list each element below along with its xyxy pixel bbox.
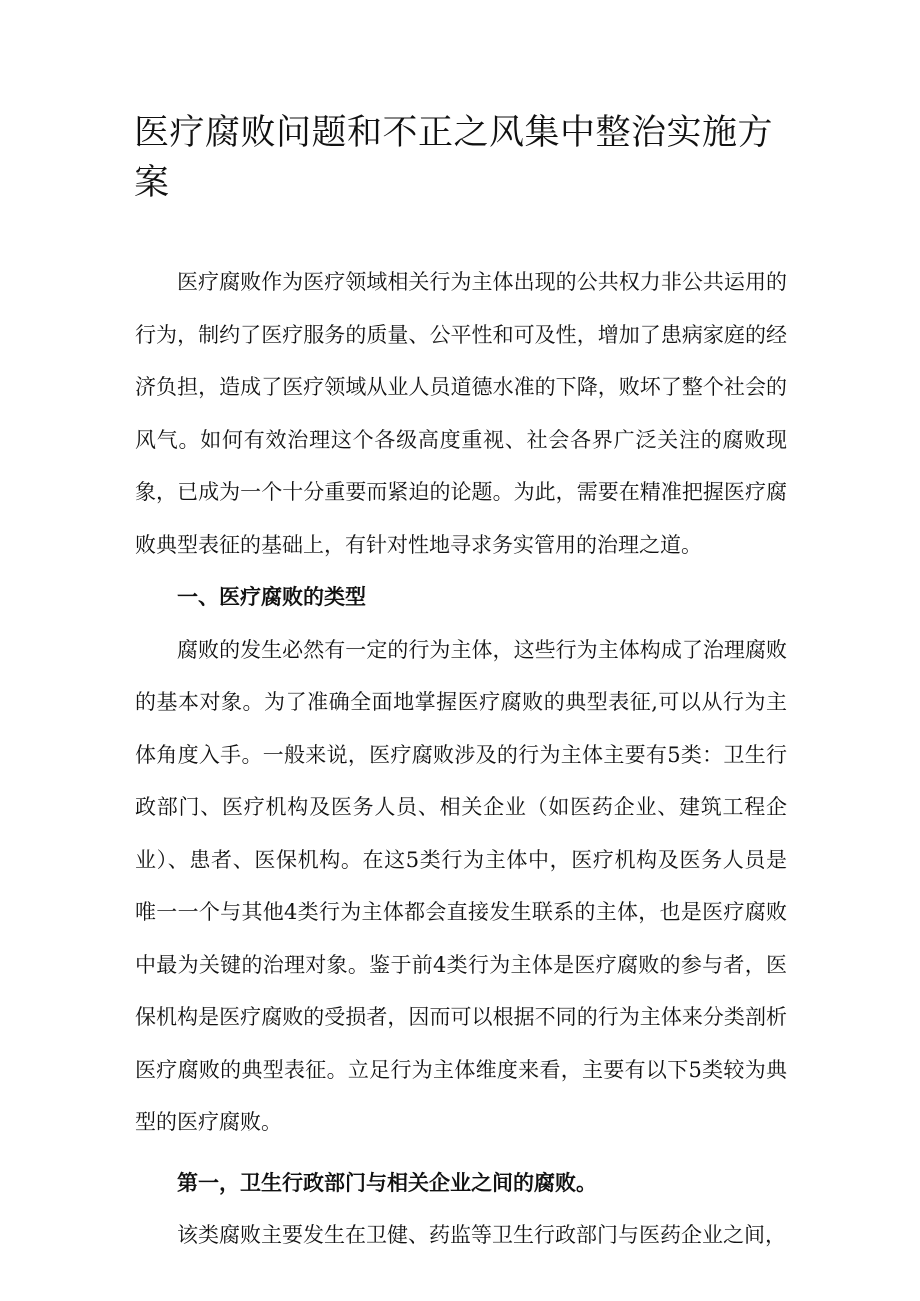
document-title: 医疗腐败问题和不正之风集中整治实施方案 (134, 113, 774, 203)
document-body (135, 256, 787, 1262)
section-heading-types: 一、医疗腐败的类型 (177, 584, 366, 609)
intro-paragraph: 医疗腐败作为医疗领域相关行为主体出现的公共权力非公共运用的行为，制约了医疗服务的质量、公平性和可及性，增加了患病家庭的经济负担，造成了医疗领域从业人员道德水准的下降，败坏了整个社会的风气。如何有效治理这个各级高度重视、社会各界广泛关注的腐败现象，已成为一个十分重要而紧迫的论题。为此，需要在精准把握医疗腐败典型表征的基础上，有针对性地寻求务实管用的治理之道。 (135, 270, 787, 557)
paragraph-spacer (135, 1149, 787, 1157)
subsection-heading-first: 第一，卫生行政部门与相关企业之间的腐败。 (177, 1169, 597, 1195)
section-paragraph-types: 腐败的发生必然有一定的行为主体，这些行为主体构成了治理腐败的基本对象。为了准确全面地掌握医疗腐败的典型表征,可以从行为主体角度入手。一般来说，医疗腐败涉及的行为主体主要有5类：卫生行政部门、医疗机构及医务人员、相关企业（如医药企业、建筑工程企业）、患者、医保机构。在这5类行为主体中，医疗机构及医务人员是唯一一个与其他4类行为主体都会直接发生联系的主体，也是医疗腐败中最为关键的治理对象。鉴于前4类行为主体是医疗腐败的参与者，医保机构是医疗腐败的受损者，因而可以根据不同的行为主体来分类剖析医疗腐败的典型表征。立足行为主体维度来看，主要有以下5类较为典型的医疗腐败。 (135, 637, 787, 1134)
subsection-paragraph-first: 该类腐败主要发生在卫健、药监等卫生行政部门与医药企业之间， (177, 1223, 786, 1247)
